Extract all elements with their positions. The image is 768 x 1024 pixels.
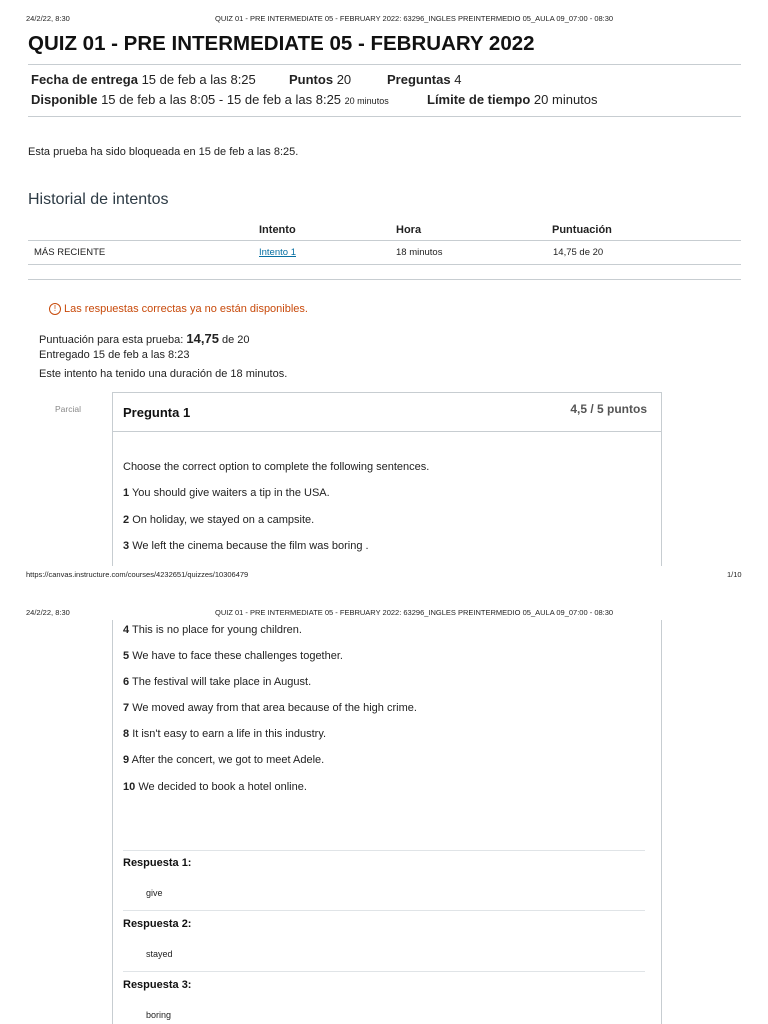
sentence-item: 5 We have to face these challenges together. — [123, 650, 343, 662]
questions-info — [387, 72, 461, 87]
sentence-item: 10 We decided to book a hotel online. — [123, 781, 307, 793]
time-limit-label: Límite de tiempo — [427, 92, 531, 107]
divider — [28, 264, 741, 265]
warning-text: Las respuestas correctas ya no están disponibles. — [64, 303, 308, 315]
score-of: de 20 — [222, 334, 250, 346]
answer-value: stayed — [146, 949, 173, 959]
points-value: 20 — [336, 72, 352, 87]
question-points: 4,5 / 5 puntos — [570, 402, 647, 416]
divider — [28, 279, 741, 280]
points-info — [289, 72, 351, 87]
locked-notice: Esta prueba ha sido bloqueada en 15 de feb a las 8:25. — [28, 146, 299, 158]
due-label: Fecha de entrega — [31, 72, 138, 87]
sentence-item: 7 We moved away from that area because of the high crime. — [123, 702, 417, 714]
attempt-score: 14,75 de 20 — [553, 247, 604, 258]
question-box — [112, 392, 662, 573]
time-limit-value: 20 minutos — [533, 92, 598, 107]
available-label: Disponible — [31, 92, 98, 107]
available-value: 15 de feb a las 8:05 - 15 de feb a las 8:25 — [101, 92, 342, 107]
due-value: 15 de feb a las 8:25 — [141, 72, 256, 87]
time-limit-info — [427, 92, 598, 107]
col-score: Puntuación — [552, 224, 612, 236]
col-time: Hora — [396, 224, 422, 236]
score-label: Puntuación para esta prueba: — [39, 334, 184, 346]
answer-value: boring — [146, 1010, 172, 1020]
sentence-item: 2 On holiday, we stayed on a campsite. — [123, 514, 315, 526]
page-number: 1/10 — [727, 570, 742, 579]
score-line — [39, 331, 250, 346]
sentence-item: 8 It isn't easy to earn a life in this industry. — [123, 728, 327, 740]
history-title: Historial de intentos — [28, 191, 169, 208]
divider — [28, 64, 741, 65]
question-box-continued — [112, 620, 662, 1024]
question-title: Pregunta 1 — [123, 405, 191, 420]
sentence-item: 6 The festival will take place in August. — [123, 676, 312, 688]
print-url: https://canvas.instructure.com/courses/4232651/quizzes/10306479 — [26, 570, 249, 579]
print-date: 24/2/22, 8:30 — [26, 608, 70, 617]
warning-icon: ! — [49, 303, 61, 315]
col-attempt: Intento — [259, 224, 296, 236]
available-duration: 20 minutos — [344, 96, 389, 106]
attempt-time: 18 minutos — [396, 247, 443, 258]
question-status: Parcial — [55, 404, 81, 414]
sentence-item: 4 This is no place for young children. — [123, 624, 302, 636]
divider — [123, 850, 645, 851]
answers-unavailable-warning — [49, 303, 308, 315]
print-date: 24/2/22, 8:30 — [26, 14, 70, 23]
attempt-link[interactable]: Intento 1 — [259, 247, 296, 258]
question-instruction: Choose the correct option to complete the following sentences. — [123, 461, 430, 473]
row-label: MÁS RECIENTE — [34, 247, 106, 258]
print-header: QUIZ 01 - PRE INTERMEDIATE 05 - FEBRUARY 2022: 63296_INGLES PREINTERMEDIO 05_AULA 09_07:00 - 08:30 — [215, 14, 614, 23]
page-title: QUIZ 01 - PRE INTERMEDIATE 05 - FEBRUARY 2022 — [28, 32, 535, 55]
questions-value: 4 — [454, 72, 462, 87]
duration-text: Este intento ha tenido una duración de 18 minutos. — [39, 368, 288, 380]
available-info — [31, 92, 389, 107]
questions-label: Preguntas — [387, 72, 451, 87]
question-header — [113, 393, 661, 432]
score-value: 14,75 — [186, 331, 219, 346]
print-header: QUIZ 01 - PRE INTERMEDIATE 05 - FEBRUARY 2022: 63296_INGLES PREINTERMEDIO 05_AULA 09_07:00 - 08:30 — [215, 608, 614, 617]
sentence-item: 3 We left the cinema because the film was boring . — [123, 540, 369, 552]
answer-label: Respuesta 1: — [123, 857, 192, 869]
divider — [28, 240, 741, 241]
answer-label: Respuesta 2: — [123, 918, 192, 930]
submitted-text: Entregado 15 de feb a las 8:23 — [39, 349, 190, 361]
sentence-item: 1 You should give waiters a tip in the USA. — [123, 487, 330, 499]
divider — [123, 910, 645, 911]
sentence-item: 9 After the concert, we got to meet Adele. — [123, 754, 325, 766]
answer-value: give — [146, 888, 163, 898]
divider — [28, 116, 741, 117]
answer-label: Respuesta 3: — [123, 979, 192, 991]
due-date — [31, 72, 256, 87]
points-label: Puntos — [289, 72, 334, 87]
divider — [123, 971, 645, 972]
